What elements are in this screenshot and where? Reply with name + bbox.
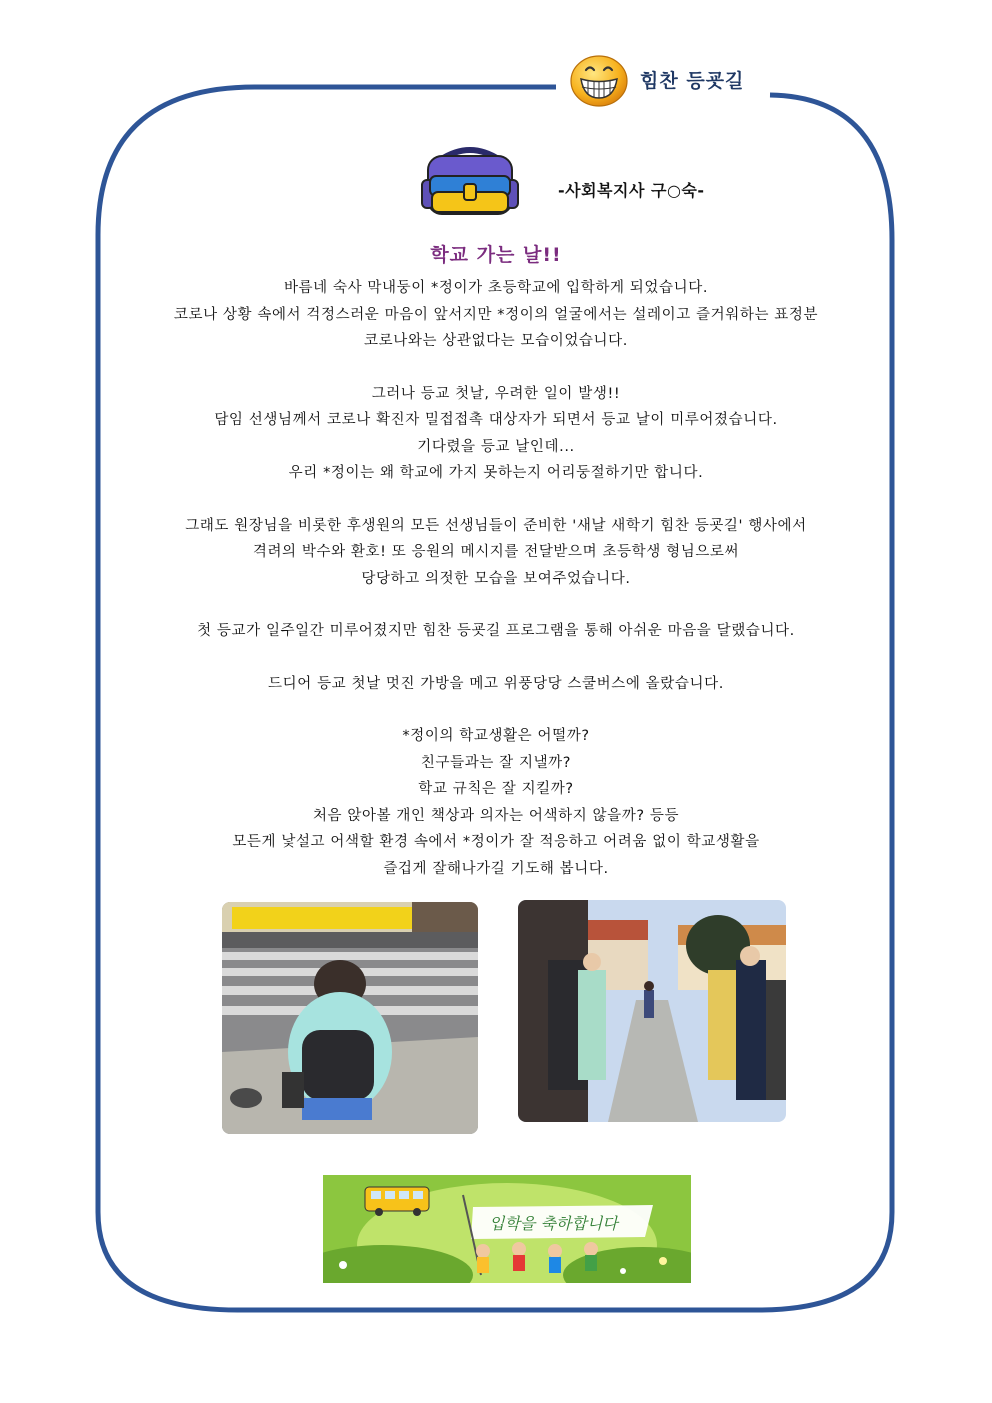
text-line: 당당하고 의젓한 모습을 보여주었습니다. [361, 570, 631, 587]
paragraph-3 [140, 513, 852, 593]
backpack-icon [418, 146, 522, 218]
header-tag [568, 50, 758, 108]
article [140, 240, 852, 908]
congratulations-banner [323, 1175, 691, 1283]
photo-child-at-crosswalk [222, 902, 478, 1134]
header-title: 힘찬 등굣길 [640, 69, 745, 92]
text-line: 격려의 박수와 환호! 또 응원의 메시지를 전달받으며 초등학생 형님으로써 [252, 544, 740, 560]
text-line: 그러나 등교 첫날, 우려한 일이 발생!! [371, 385, 621, 402]
paragraph-4 [140, 618, 852, 645]
photo-teachers-clapping [518, 900, 786, 1122]
text-line: 처음 앉아볼 개인 책상과 의자는 어색하지 않을까? 등등 [312, 807, 680, 824]
article-title: 학교 가는 날!! [430, 244, 562, 266]
paragraph-6 [140, 723, 852, 882]
text-line: 기다렸을 등교 날인데... [417, 438, 575, 455]
paragraph-2 [140, 381, 852, 487]
text-line: 코로나와는 상관없다는 모습이었습니다. [364, 333, 628, 349]
text-line: 드디어 등교 첫날 멋진 가방을 메고 위풍당당 스쿨버스에 올랐습니다. [268, 675, 724, 692]
text-line: 코로나 상황 속에서 걱정스러운 마음이 앞서지만 *정이의 얼굴에서는 설레이고 즐거워하는 표정분 [173, 306, 819, 323]
text-line: 친구들과는 잘 지낼까? [420, 754, 572, 771]
banner-text: 입학을 축하합니다 [489, 1214, 618, 1233]
text-line: 학교 규칙은 잘 지킬까? [418, 781, 574, 797]
text-line: 바름네 숙사 막내둥이 *정이가 초등학교에 입학하게 되었습니다. [283, 280, 709, 296]
author-credit: -사회복지사 구○숙- [558, 181, 705, 200]
paragraph-1 [140, 275, 852, 355]
text-line: 그래도 원장님을 비롯한 후생원의 모든 선생님들이 준비한 '새날 새학기 힘찬 등굣길' 행사에서 [185, 517, 807, 534]
smiley-face-icon [568, 50, 630, 108]
text-line: *정이의 학교생활은 어떨까? [402, 728, 590, 744]
text-line: 우리 *정이는 왜 학교에 가지 못하는지 어리둥절하기만 합니다. [288, 465, 704, 481]
text-line: 담임 선생님께서 코로나 확진자 밀접접촉 대상자가 되면서 등교 날이 미루어졌습니다. [214, 412, 778, 428]
paragraph-5 [140, 671, 852, 698]
text-line: 모든게 낯설고 어색할 환경 속에서 *정이가 잘 적응하고 어려움 없이 학교생활을 [232, 834, 760, 850]
text-line: 즐겁게 잘해나가길 기도해 봅니다. [383, 860, 609, 877]
text-line: 첫 등교가 일주일간 미루어졌지만 힘찬 등굣길 프로그램을 통해 아쉬운 마음을 달랬습니다. [197, 623, 795, 639]
